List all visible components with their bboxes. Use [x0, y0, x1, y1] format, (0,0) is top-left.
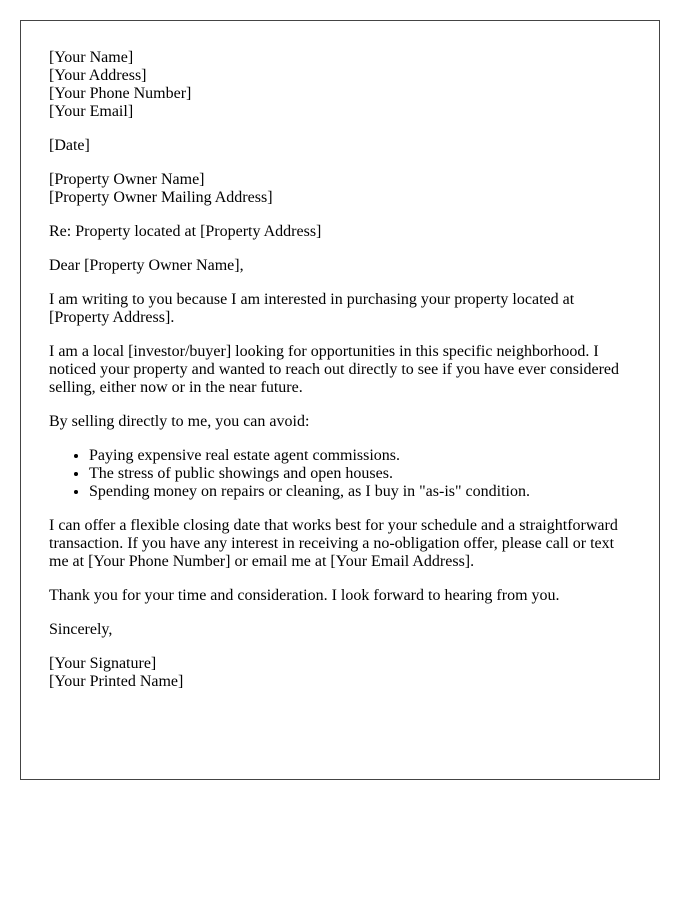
letter-date: [Date] [49, 137, 90, 154]
paragraph-benefits-lead: By selling directly to me, you can avoid: [49, 413, 310, 430]
letter-page [20, 20, 660, 780]
signature-block [49, 655, 631, 691]
subject-line: Re: Property located at [Property Address] [49, 223, 322, 240]
paragraph-intro: I am writing to you because I am interested in purchasing your property located at [Property Address]. [49, 291, 575, 326]
list-item: • Paying expensive real estate agent commissions. [89, 447, 631, 465]
signature: [Your Signature] [49, 655, 157, 672]
sender-email: [Your Email] [49, 103, 134, 120]
paragraph-offer: I can offer a flexible closing date that works best for your schedule and a straightforward transaction. If you have any interest in receiving a no-obligation offer, please call or text me at [Your Phone Number] or email me at [Your Email Address]. [49, 517, 618, 570]
salutation: Dear [Property Owner Name], [49, 257, 244, 274]
recipient-name: [Property Owner Name] [49, 171, 205, 188]
sender-phone: [Your Phone Number] [49, 85, 192, 102]
sender-block [49, 49, 631, 121]
recipient-block [49, 171, 631, 207]
paragraph-background: I am a local [investor/buyer] looking for opportunities in this specific neighborhood. I noticed your property and wanted to reach out directly to see if you have ever considered selling, either now or in the near future. [49, 343, 620, 396]
recipient-address: [Property Owner Mailing Address] [49, 189, 273, 206]
benefits-list [49, 447, 631, 501]
sender-address: [Your Address] [49, 67, 147, 84]
closing: Sincerely, [49, 621, 113, 638]
paragraph-thanks: Thank you for your time and consideration. I look forward to hearing from you. [49, 587, 560, 604]
printed-name: [Your Printed Name] [49, 673, 184, 690]
sender-name: [Your Name] [49, 49, 134, 66]
list-item: • Spending money on repairs or cleaning, as I buy in "as-is" condition. [89, 483, 631, 501]
list-item: • The stress of public showings and open houses. [89, 465, 631, 483]
